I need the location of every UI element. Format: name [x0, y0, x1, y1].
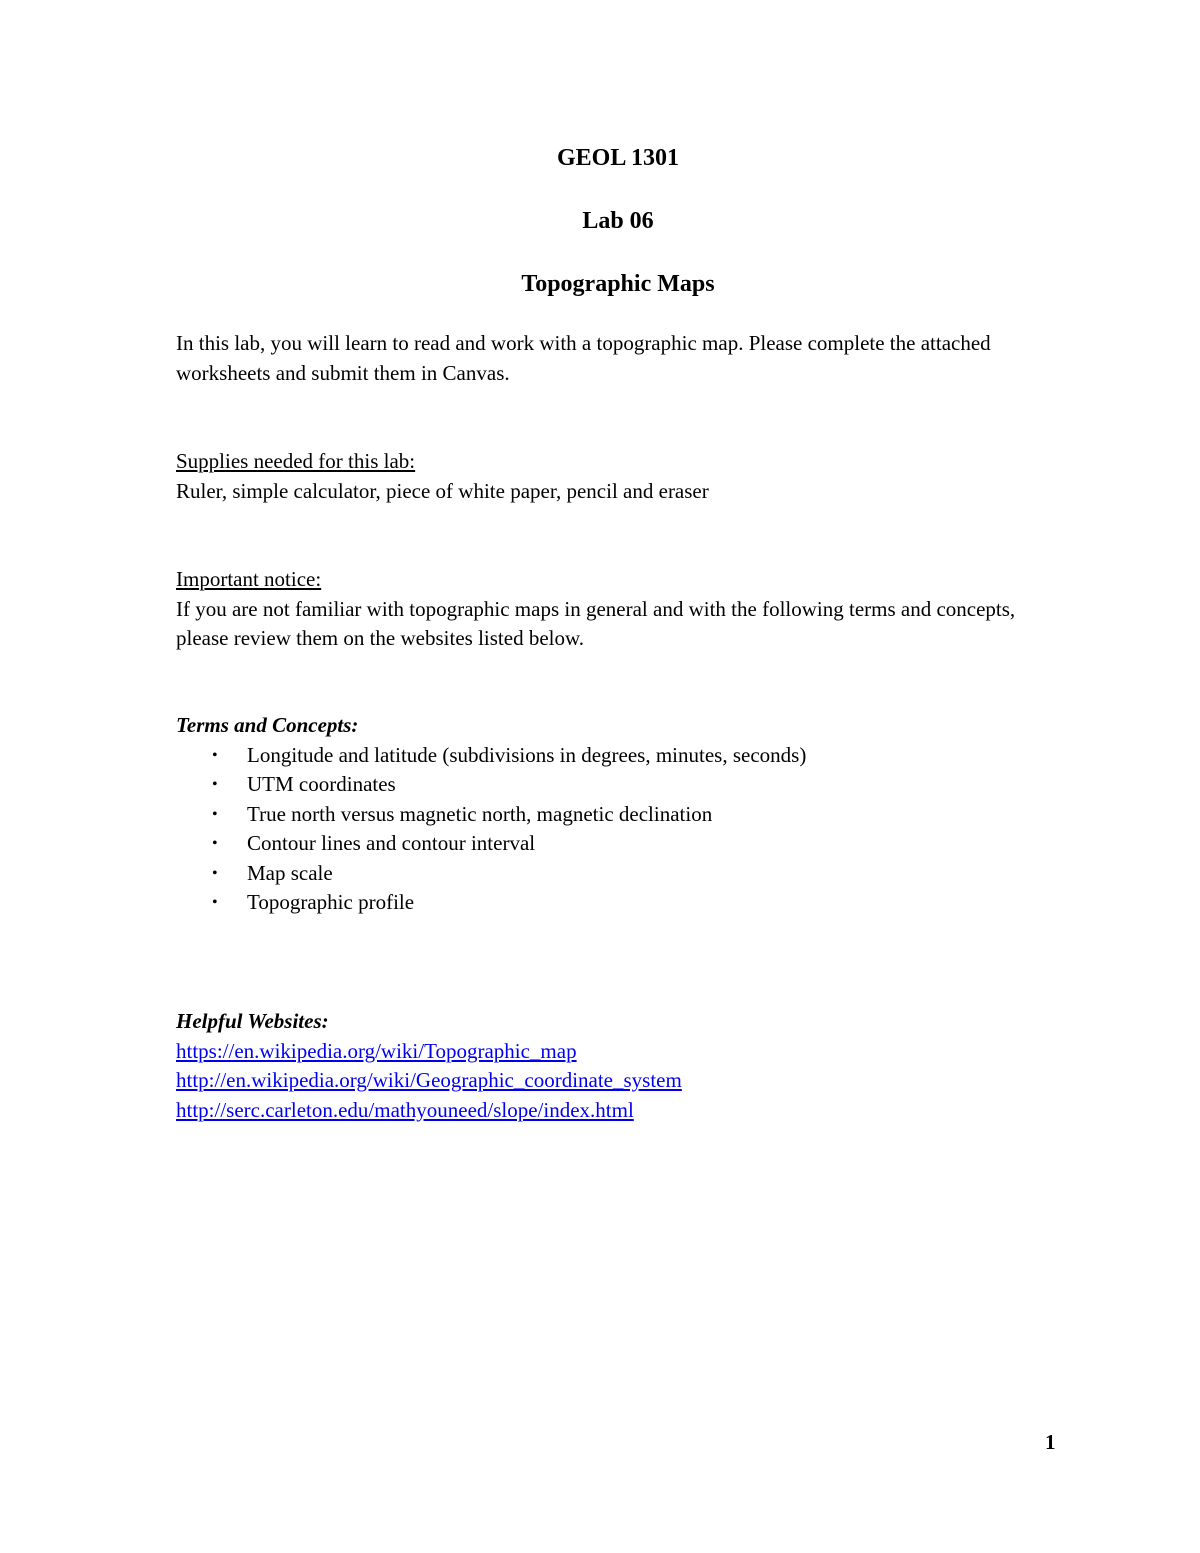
terms-heading: Terms and Concepts:	[176, 713, 359, 737]
link-topographic-map[interactable]: https://en.wikipedia.org/wiki/Topographic_map	[176, 1038, 577, 1063]
terms-section	[176, 711, 1056, 918]
supplies-section	[176, 447, 1056, 506]
bullet-icon: •	[212, 805, 218, 823]
supplies-text: Ruler, simple calculator, piece of white paper, pencil and eraser	[176, 478, 709, 503]
notice-section	[176, 565, 1056, 654]
intro-section	[176, 329, 1056, 388]
notice-text: If you are not familiar with topographic maps in general and with the following terms and concepts, please review them on the websites listed below.	[176, 596, 1016, 650]
list-item	[176, 859, 1056, 889]
list-item-text: Map scale	[247, 860, 333, 885]
terms-list	[176, 741, 1056, 918]
list-item-text: UTM coordinates	[247, 772, 396, 796]
list-item-text: Contour lines and contour interval	[247, 831, 536, 855]
list-item-text: True north versus magnetic north, magnetic declination	[247, 801, 713, 826]
list-item-text: Longitude and latitude (subdivisions in degrees, minutes, seconds)	[247, 742, 807, 767]
list-item	[176, 829, 1056, 859]
page-title: Topographic Maps	[521, 271, 715, 297]
bullet-icon: •	[212, 746, 218, 764]
link-geographic-coordinate-system[interactable]: http://en.wikipedia.org/wiki/Geographic_coordinate_system	[176, 1068, 682, 1092]
list-item	[176, 741, 1056, 771]
bullet-icon: •	[212, 894, 218, 911]
list-item	[176, 888, 1056, 918]
supplies-heading: Supplies needed for this lab:	[176, 449, 416, 473]
notice-heading: Important notice:	[176, 567, 322, 591]
course-code: GEOL 1301	[556, 145, 680, 171]
link-serc-slope[interactable]: http://serc.carleton.edu/mathyouneed/slope/index.html	[176, 1097, 634, 1122]
bullet-icon: •	[212, 864, 218, 882]
list-item	[176, 770, 1056, 800]
lab-number: Lab 06	[582, 208, 654, 234]
websites-heading: Helpful Websites:	[176, 1009, 329, 1033]
list-item-text: Topographic profile	[247, 890, 415, 914]
list-item	[176, 800, 1056, 830]
bullet-icon: •	[212, 835, 218, 852]
websites-section	[176, 1007, 1056, 1125]
bullet-icon: •	[212, 776, 218, 793]
page-number: 1	[1045, 1430, 1056, 1454]
intro-paragraph: In this lab, you will learn to read and work with a topographic map. Please complete the attached worksheets and submit them in Canvas.	[176, 331, 991, 385]
